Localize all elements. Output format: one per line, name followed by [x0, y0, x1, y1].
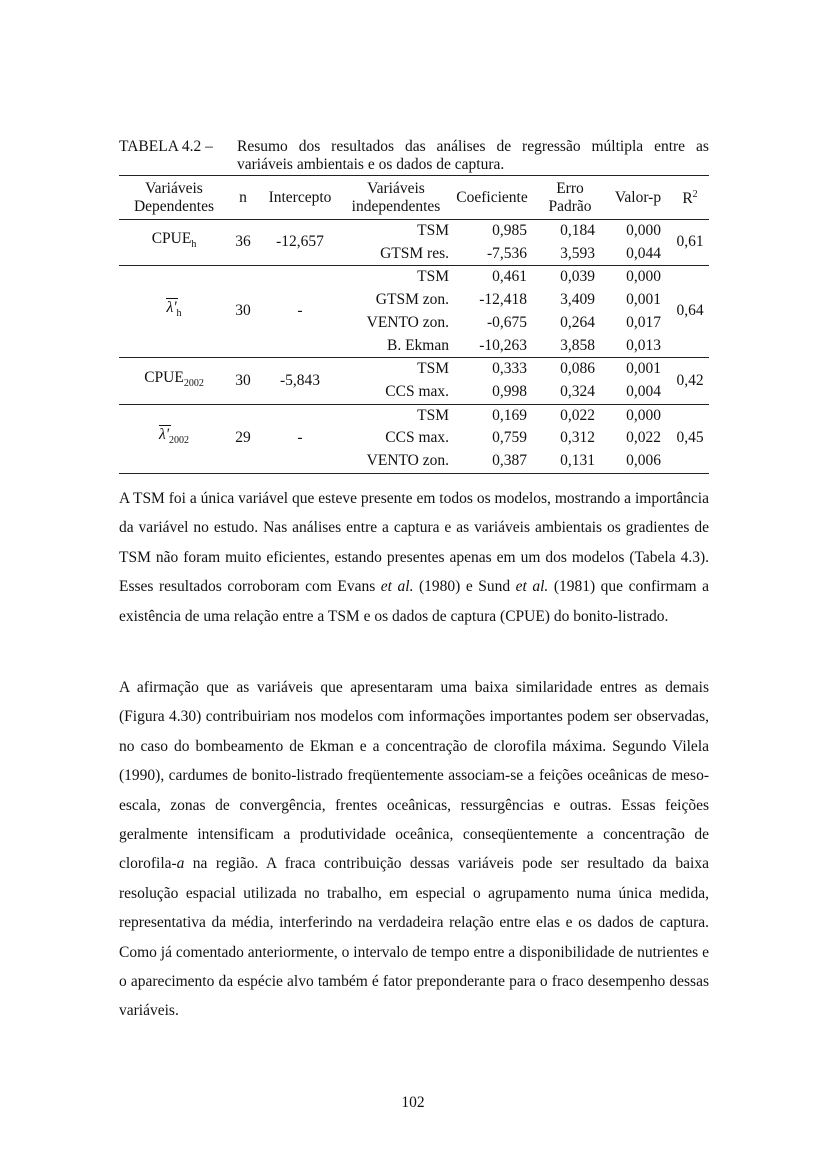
table-group	[119, 266, 709, 358]
p-value-cell: 0,001	[626, 360, 661, 378]
header-r2: $R^2$	[682, 189, 698, 208]
n-cell: 36	[235, 233, 251, 251]
caption-word: das	[404, 138, 426, 155]
caption-word: as	[695, 138, 709, 155]
table-row	[119, 358, 709, 381]
table-row	[119, 220, 709, 243]
dependent-variable-cell	[119, 404, 229, 473]
p-value-cell: 0,000	[626, 222, 661, 239]
p-value-cell: 0,022	[626, 429, 661, 447]
p-value-cell: 0,004	[626, 382, 661, 400]
dependent-variable-cell: $CPUE_h$	[151, 230, 197, 251]
table-group	[119, 358, 709, 404]
std-error-cell: 3,858	[560, 336, 595, 354]
r2-cell: 0,64	[676, 302, 704, 320]
intercept-cell: -	[297, 429, 303, 447]
header-n: n	[239, 188, 247, 206]
p-value-cell: 0,001	[626, 291, 661, 309]
coefficient-cell: -12,418	[479, 291, 527, 309]
table-caption	[119, 138, 709, 174]
caption-line-2: variáveis ambientais e os dados de captura.	[237, 156, 505, 173]
r2-cell: 0,61	[676, 233, 704, 251]
caption-word: múltipla	[591, 138, 644, 155]
caption-word: dos	[298, 138, 321, 155]
paragraph-2: A afirmação que as variáveis que apresentaram uma baixa similaridade entres as demais (Figura 4.30) contribuiriam nos modelos com informações importantes podem ser observadas, no caso do bombeamento de Ekman e a concentração de clorofila máxima. Segundo Vilela (1990), cardumes de bonito-listrado freqüentemente associam-se a feições oceânicas de meso-escala, zonas de convergência, frentes oceânicas, ressurgências e outras. Essas feições geralmente intensificam a produtividade oceânica, conseqüentemente a concentração de clorofila-a na região. A fraca contribuição dessas variáveis pode ser resultado da baixa resolução espacial utilizada no trabalho, em especial o agrupamento numa única medida, representativa da média, interferindo na verdadeira relação entre elas e os dados de captura. Como já comentado anteriormente, o intervalo de tempo entre a disponibilidade de nutrientes e o aparecimento da espécie alvo também é fator preponderante para o fraco desempenho dessas variáveis.	[119, 679, 709, 1020]
dependent-subscript: h	[191, 239, 197, 251]
intercept-cell: -	[297, 302, 303, 320]
std-error-cell: 3,409	[560, 291, 595, 309]
caption-label: TABELA 4.2 –	[119, 138, 213, 155]
caption-word: entre	[654, 138, 686, 155]
r2-cell: 0,42	[676, 371, 704, 389]
header-std-error: Erro Padrão	[548, 179, 592, 215]
coefficient-cell: -7,536	[486, 244, 527, 262]
header-intercept: Intercepto	[268, 188, 332, 206]
p-value-cell: 0,000	[626, 268, 661, 286]
table-row	[119, 266, 709, 289]
dependent-subscript: 2002	[183, 377, 204, 389]
independent-variable-cell: VENTO zon.	[366, 313, 449, 331]
coefficient-cell: -0,675	[486, 313, 527, 331]
dependent-subscript: h	[176, 308, 182, 320]
independent-variable-cell: VENTO zon.	[366, 452, 449, 470]
coefficient-cell: 0,169	[492, 406, 527, 424]
std-error-cell: 0,086	[560, 360, 595, 378]
std-error-cell: 0,324	[560, 382, 595, 400]
r2-cell: 0,45	[676, 429, 704, 447]
overline-mark	[159, 425, 171, 426]
header-p-value: Valor-p	[614, 188, 662, 206]
intercept-cell: -5,843	[279, 371, 321, 389]
independent-variable-cell: B. Ekman	[387, 336, 449, 354]
std-error-cell: 0,022	[560, 406, 595, 424]
caption-word: regressão	[522, 138, 581, 155]
caption-line-1	[119, 138, 709, 156]
std-error-cell: 0,131	[560, 452, 595, 470]
table-row	[119, 404, 709, 427]
dependent-variable-cell: $CPUE_{2002}$	[144, 368, 204, 389]
coefficient-cell: 0,333	[492, 360, 527, 378]
dependent-subscript: 2002	[169, 435, 190, 447]
coefficient-cell: 0,387	[492, 452, 527, 470]
p-value-cell: 0,044	[626, 244, 661, 262]
table-group	[119, 220, 709, 266]
caption-word: resultados	[331, 138, 395, 155]
page-number: 102	[401, 1094, 425, 1111]
independent-variable-cell: GTSM zon.	[375, 291, 449, 309]
p-value-cell: 0,006	[626, 452, 661, 470]
intercept-cell: -12,657	[276, 233, 324, 251]
header-coefficient: Coeficiente	[456, 188, 528, 206]
regression-table	[119, 175, 709, 474]
coefficient-cell: 0,985	[492, 222, 527, 239]
caption-text-line-1	[237, 138, 709, 156]
table-header-row	[119, 176, 709, 220]
n-cell: 29	[235, 429, 251, 447]
caption-word: análises	[436, 138, 486, 155]
lambda-symbol: λ'	[158, 426, 170, 444]
independent-variable-cell: GTSM res.	[380, 244, 449, 262]
n-cell: 30	[235, 302, 251, 320]
coefficient-cell: 0,998	[492, 382, 527, 400]
independent-variable-cell: TSM	[417, 268, 449, 286]
caption-word: Resumo	[237, 138, 288, 155]
n-cell: 30	[235, 371, 251, 389]
p-value-cell: 0,013	[626, 336, 661, 354]
independent-variable-cell: CCS max.	[385, 382, 449, 400]
std-error-cell: 0,184	[560, 222, 595, 239]
coefficient-cell: 0,461	[492, 268, 527, 286]
std-error-cell: 0,039	[560, 268, 595, 286]
independent-variable-cell: TSM	[417, 406, 449, 424]
independent-variable-cell: TSM	[417, 222, 449, 239]
std-error-cell: 0,264	[560, 313, 595, 331]
p-value-cell: 0,000	[626, 406, 661, 424]
caption-word: de	[496, 138, 512, 155]
independent-variable-cell: TSM	[417, 360, 449, 378]
paragraph-1: A TSM foi a única variável que esteve presente em todos os modelos, mostrando a importância da variável no estudo. Nas análises entre a captura e as variáveis ambientais os gradientes de TSM não foram muito eficientes, estando presentes apenas em um dos modelos (Tabela 4.3). Esses resultados corroboram com Evans et al. (1980) e Sund et al. (1981) que confirmam a existência de uma relação entre a TSM e os dados de captura (CPUE) do bonito-listrado.	[119, 490, 709, 625]
table-group	[119, 404, 709, 473]
coefficient-cell: -10,263	[479, 336, 527, 354]
std-error-cell: 3,593	[560, 244, 595, 262]
independent-variable-cell: CCS max.	[385, 429, 449, 447]
header-dependent: Variáveis Dependentes	[133, 179, 215, 215]
header-independent: Variáveis independentes	[351, 179, 441, 215]
lambda-symbol: λ'	[166, 299, 177, 317]
dependent-variable-cell	[119, 266, 229, 358]
overline-mark	[166, 298, 178, 299]
coefficient-cell: 0,759	[492, 429, 527, 447]
p-value-cell: 0,017	[626, 313, 661, 331]
std-error-cell: 0,312	[560, 429, 595, 447]
